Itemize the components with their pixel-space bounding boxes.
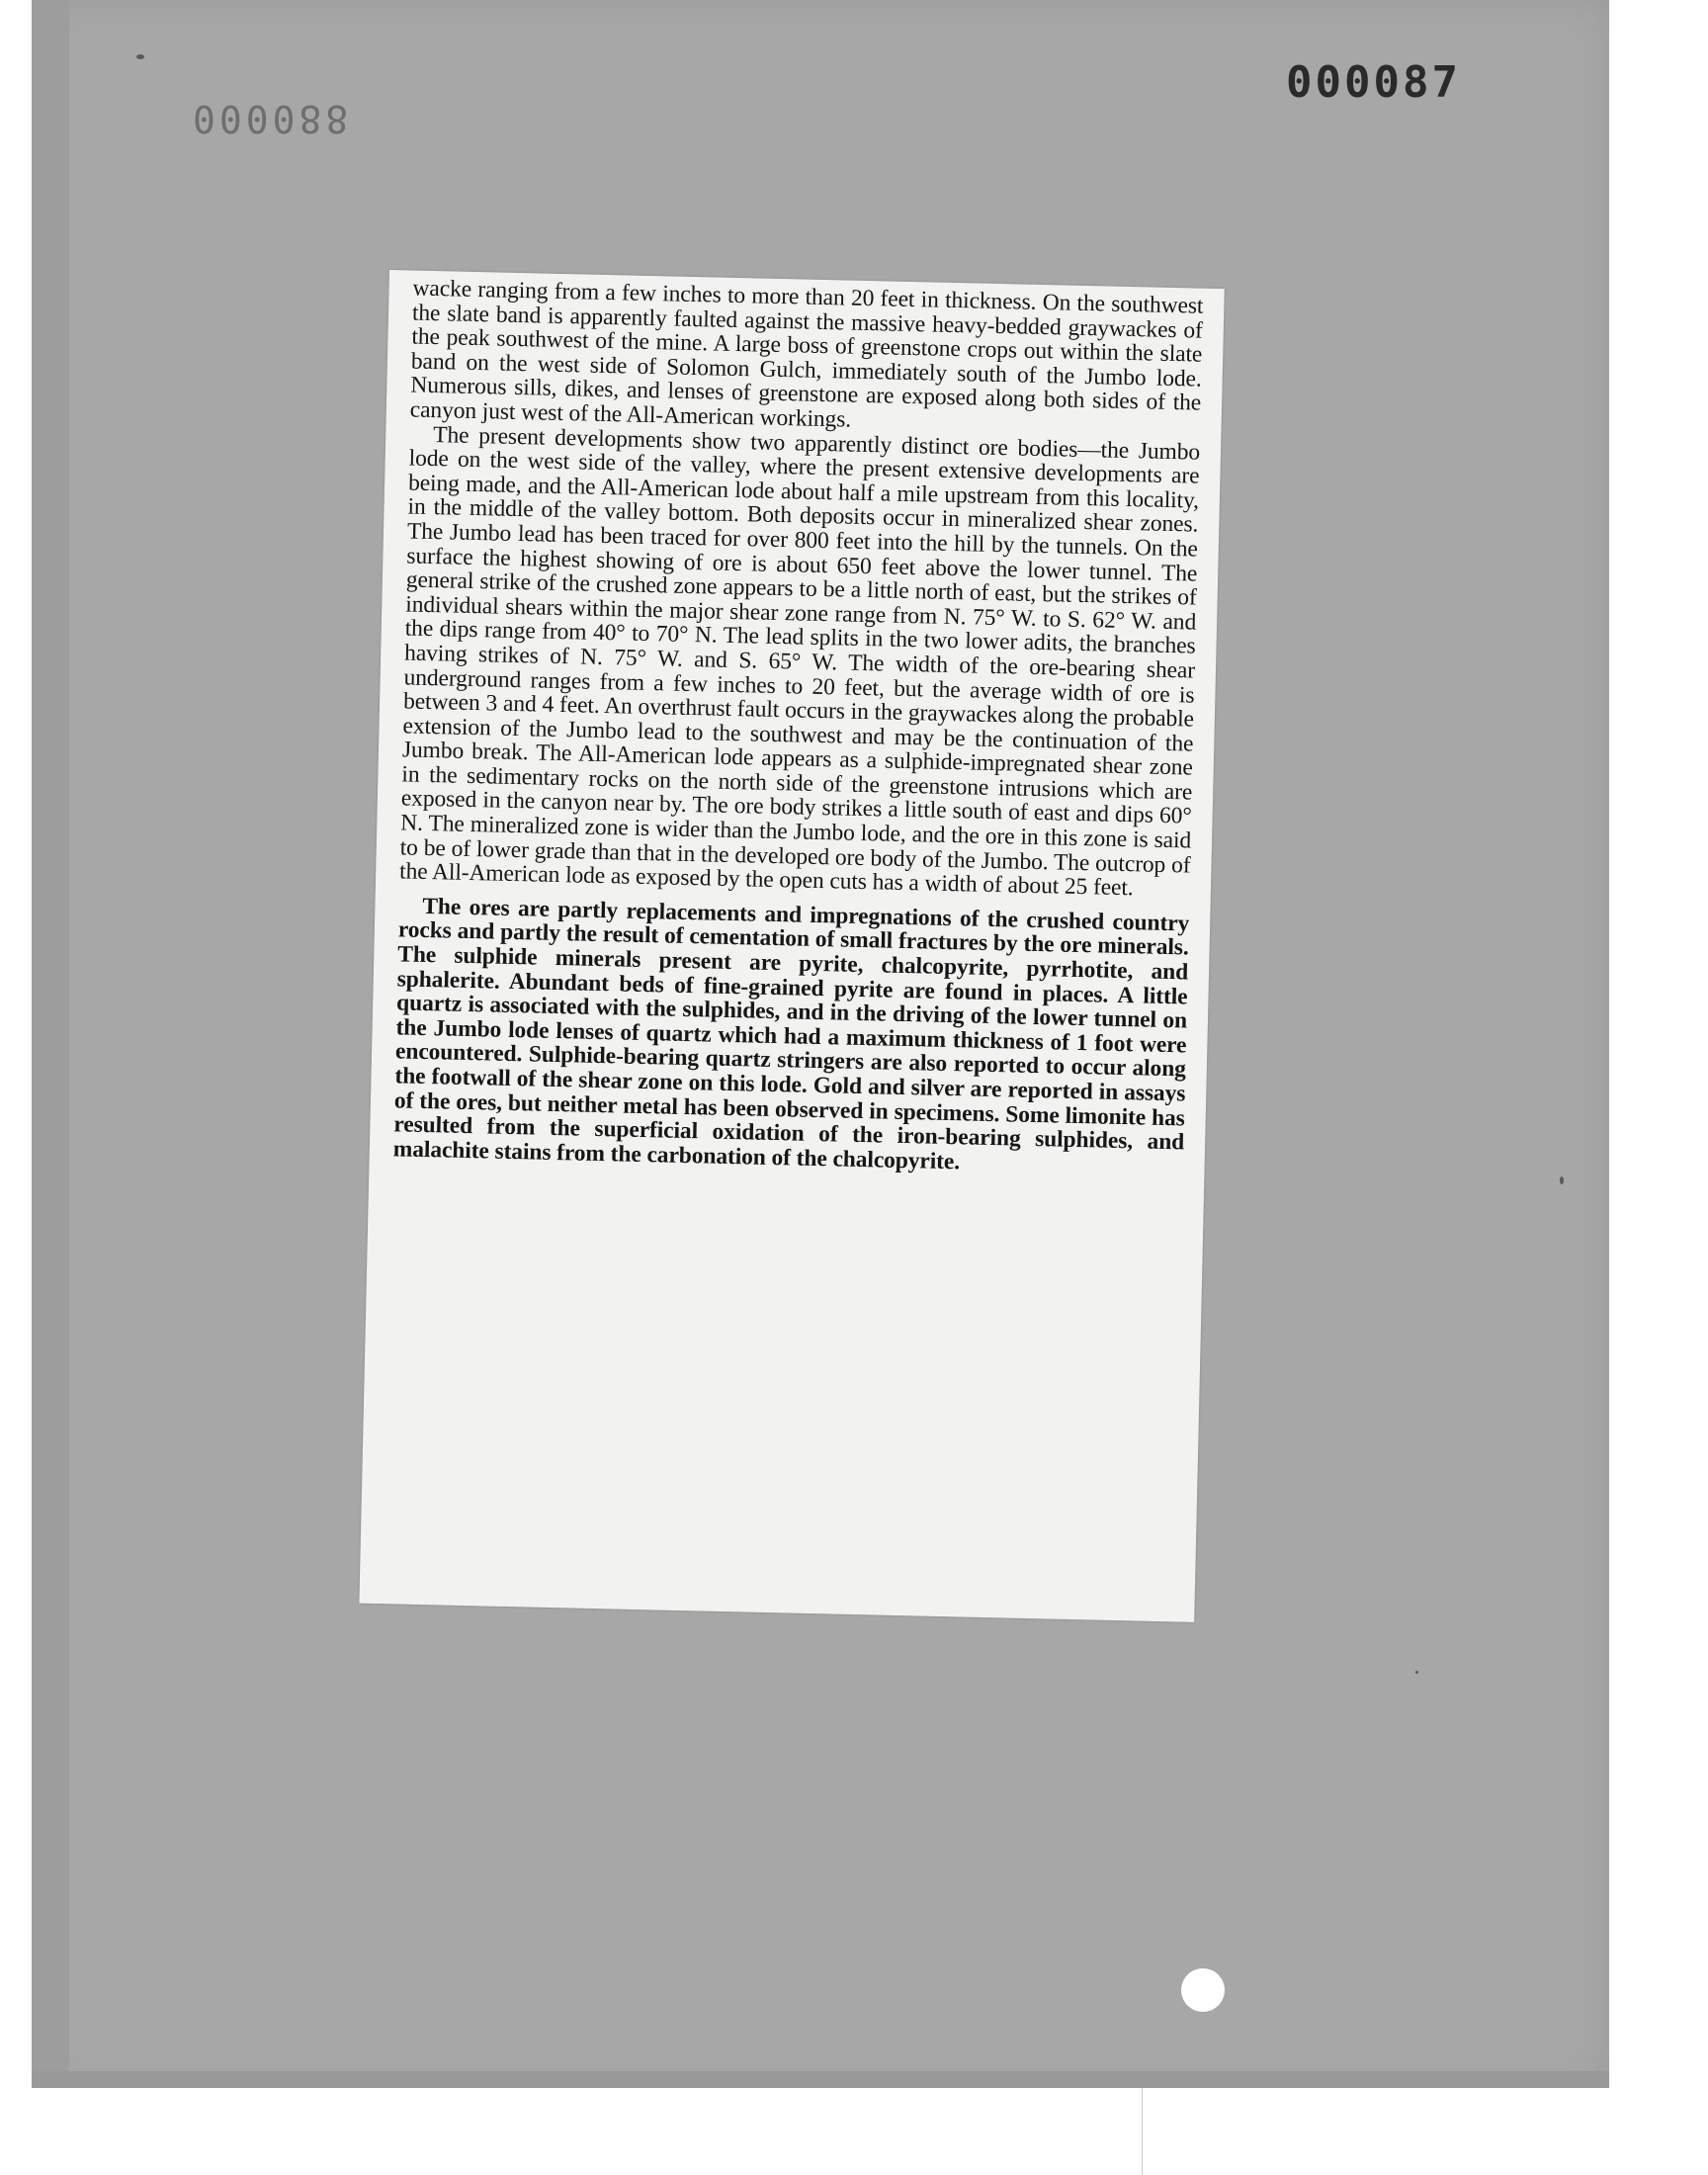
scan-speck <box>1560 1176 1564 1184</box>
paragraph: The present developments show two apparently distinct ore bodies—the Jumbo lode on the west side of the valley, where the present extensive developments are being made, and the All-American lode about half a mile upstream from this locality, in the middle of the valley bottom. Both deposits occur in mineralized shear zones. The Jumbo lead has been traced for over 800 feet into the hill by the tunnels. On the surface the highest showing of ore is about 650 feet above the lower tunnel. The general strike of the crushed zone appears to be a little north of east, but the strikes of individual shears within the major shear zone range from N. 75° W. to S. 62° W. and the dips range from 40° to 70° N. The lead splits in the two lower adits, the branches having strikes of N. 75° W. and S. 65° W. The width of the ore-bearing shear underground ranges from a few inches to 20 feet, but the average width of ore is between 3 and 4 feet. An overthrust fault occurs in the graywackes along the probable extension of the Jumbo lead to the southwest and may be the continuation of the Jumbo break. The All-American lode appears as a sulphide-impregnated shear zone in the sedimentary rocks on the north side of the greenstone intrusions which are exposed in the canyon near by. The ore body strikes a little south of east and dips 60° N. The mineralized zone is wider than the Jumbo lode, and the ore in this zone is said to be of lower grade than that in the developed ore body of the Jumbo. The outcrop of the All-American lode as exposed by the open cuts has a width of about 25 feet. <box>398 421 1201 902</box>
margin-line <box>1142 2088 1143 2175</box>
scan-speck <box>1415 1671 1418 1674</box>
text-clipping <box>359 270 1224 1622</box>
paragraph: The ores are partly replacements and impregnations of the crushed country rocks and partly the result of cementation of small fractures by the ore minerals. The sulphide minerals present are pyrite, chalcopyrite, pyrrhotite, and sphalerite. Abundant beds of fine-grained pyrite are found in places. A little quartz is associated with the sulphides, and in the driving of the lower tunnel on the Jumbo lode lenses of quartz which had a maximum thickness of 1 foot were encountered. Sulphide-bearing quartz stringers are also reported to occur along the footwall of the shear zone on this lode. Gold and silver are reported in assays of the ores, but neither metal has been observed in specimens. Some limonite has resulted from the superficial oxidation of the iron-bearing sulphides, and malachite stains from the carbonation of the chalcopyrite. <box>392 893 1190 1175</box>
paragraph: wacke ranging from a few inches to more than 20 feet in thickness. On the southwest the slate band is apparently faulted against the massive heavy-bedded graywackes of the peak southwest of the mine. A large boss of greenstone crops out within the slate band on the west side of Solomon Gulch, immediately south of the Jumbo lode. Numerous sills, dikes, and lenses of greenstone are exposed along both sides of the canyon just west of the All-American workings. <box>409 275 1204 433</box>
page-number-stamp-right: 000087 <box>1286 57 1461 108</box>
scan-speck <box>136 54 144 59</box>
page-number-stamp-left: 880000 <box>189 97 349 140</box>
sheet-bottom-edge <box>32 2071 1609 2088</box>
sheet-edge-strip <box>32 0 69 2088</box>
clipping-body <box>393 277 1204 1179</box>
punch-hole <box>1181 1968 1225 2012</box>
